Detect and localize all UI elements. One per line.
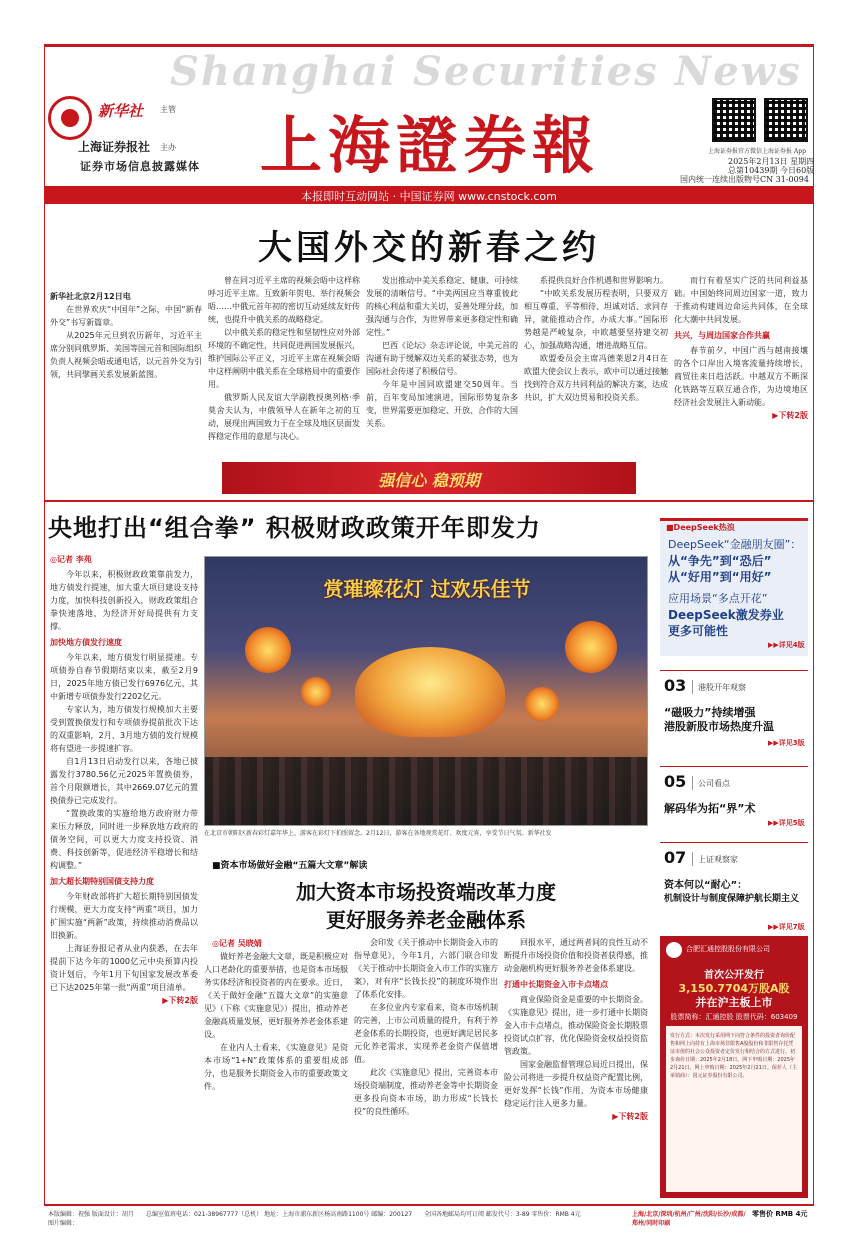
qr-caption-wechat: 上海证券报官方微信 [708,148,763,155]
index-headline[interactable]: “磁吸力”持续增强 [664,706,756,719]
second-continued-link[interactable]: ▶下转2版 [162,996,198,1005]
lead-dateline: 新华社北京2月12日电 [50,292,131,301]
ad-line-3: 并在沪主板上市 [695,996,773,1009]
publisher-name: 上海证券报社 [78,140,151,154]
index-page-number: 07 [664,848,687,867]
sponsor-name: 新华社 [98,102,144,120]
lantern-icon [245,627,291,673]
footer-subscription: 全国各地邮局均可订阅 邮发代号：3-89 零售价：RMB 4元 [424,1211,581,1218]
third-column-2 [354,936,498,1198]
paragraph: 欧盟委员会主席冯德莱恩2月4日在欧盟大使会议上表示，欧中可以通过接触找到符合双方共同利益的解决方案，达成共识，扩大双边贸易和投资关系。 [524,354,668,402]
second-subhead-2: 加大超长期特别国债支持力度 [50,877,154,886]
paragraph: 巴西《论坛》杂志评论说，中美元首的沟通有助于缓解双边关系的紧张态势，也为国际社会传递了积极信号。 [366,341,518,376]
lead-subhead: 共兴，与周边国家合作共赢 [674,331,770,340]
lead-column-5 [674,274,808,455]
paragraph: 在业内人士看来，《实施意见》是资本市场“1+N”政策体系的重要组成部分，也是服务长期资金入市的重要政策文件。 [204,1043,348,1091]
ad-fine-print: 发行方式：本次发行采用网下向符合条件的投资者询价配售和网上向持有上海市场非限售A股股份和非限售存托凭证市值的社会公众投资者定价发行相结合的方式进行。初步询价日期：2025年2月18日。网下申购日期：2025年2月21日。网上申购日期：2025年2月21日。保荐人（主承销商）：国元证券股份有限公司。 [670,1033,797,1079]
qr-caption-app: 上海证券报 App [762,148,806,155]
app-qr-code-icon[interactable] [764,98,808,142]
publisher-role: 主办 [160,143,176,152]
crowd-silhouette [205,757,648,826]
lantern-icon [301,677,331,707]
page-border-left [44,44,45,1204]
deepseek-headline-4[interactable]: 应用场景“多点开花” [668,592,768,605]
lantern-icon [565,621,617,673]
footer-editors: 本版编辑：祝强 版面设计：胡月 图片编辑： [48,1211,134,1227]
paragraph: 今年以来，地方债发行明显提速。专项债券自春节假期结束以来，截至2月9日，2025年地方债已发行6976亿元，其中新增专项债券发行2202亿元。 [50,653,198,701]
masthead-top-rule [44,44,814,47]
ad-line-4: 股票简称：汇通控股 股票代码：603409 [670,1013,798,1021]
index-headline[interactable]: 港股新股市场热度升温 [664,720,774,733]
index-more-link[interactable]: ▶▶详见3版 [768,739,805,747]
photo-caption: 在北京市朝阳区新春彩灯嘉年华上，游客在彩灯下拍照留念。2月12日，游客在各地观赏花灯、欢度元宵，享受节日气氛。新华社发 [204,830,552,837]
lead-headline: 大国外交的新春之约 [258,228,600,268]
lantern-icon [525,687,559,721]
third-subhead: 打通中长期资金入市卡点堵点 [504,980,608,989]
company-logo-icon [666,942,682,958]
third-byline: ◎记者 吴晓婧 [212,939,262,948]
paragraph: 上海证券报记者从业内获悉，在去年提前下达今年的1000亿元中央预算内投资计划后，今年1月下旬国家发展改革委已下达2025年第一批“两重”项目清单。 [50,944,198,992]
paragraph: 自1月13日启动发行以来，各地已披露发行3780.56亿元2025年置换债券，首个月限额增长，其中2669.07亿元的置换债券已完成发行。 [50,757,198,805]
paragraph: 今年财政部将扩大超长期特别国债发行规模，更大力度支持“两重”项目，加力扩围实施“两新”政策，持续推动消费品以旧换新。 [50,892,198,940]
deepseek-headline-3[interactable]: 从“好用”到“用好” [668,570,772,584]
masthead-chinese-title: 上海證券報 [259,109,600,182]
deepseek-headline-1[interactable]: DeepSeek“金融朋友圈”： [668,538,802,551]
paragraph: 商业保险资金是重要的中长期资金。《实施意见》提出，进一步打通中长期资金入市卡点堵点，推动保险资金长期股票投资试点扩容，优化保险资金权益投资监管政策。 [504,995,648,1056]
third-continued-link[interactable]: ▶下转2版 [612,1112,648,1121]
index-separator [692,776,693,790]
masthead-english-title: Shanghai Securities News [170,48,802,95]
index-more-link[interactable]: ▶▶详见7版 [768,923,805,931]
paragraph: 发出推动中美关系稳定、健康、可持续发展的清晰信号。“中美两国应当尊重彼此的核心利益和重大关切，妥善处理分歧，加强沟通与合作，为世界带来更多稳定性和确定性。” [366,276,518,337]
paragraph: 回报水平，通过两者间的良性互动不断提升市场投资价值和投资者获得感，推动金融机构更好服务养老金体系建设。 [504,938,648,973]
wechat-qr-code-icon[interactable] [712,98,756,142]
paragraph: 做好养老金融大文章，既是积极应对人口老龄化的重要举措，也是资本市场服务实体经济和投资者的内在要求。近日，《关于做好金融“五篇大文章”的实施意见》（下称《实施意见》）提出，推动养老金融高质量发展，更好服务养老金体系建设。 [204,952,348,1039]
footer-contact: 总编室值班电话：021-38967777（总机） 地址：上海市浦东新区杨高南路1100号 邮编：200127 [146,1211,413,1218]
paragraph: 俄罗斯人民友谊大学副教授奥列格·季莫舍夫认为，中俄领导人在新年之初的互动，展现出两国致力于在全球及地区层面发挥稳定作用的意愿与决心。 [208,393,360,441]
paragraph: 而行有着坚实广泛的共同利益基础。中国始终同周边国家一道，致力于推动构建周边命运共同体，在全球化大潮中共同发展。 [674,276,808,324]
deepseek-headline-5[interactable]: DeepSeek激发券业 [668,608,784,622]
index-headline[interactable]: 资本何以“耐心”： [664,880,748,891]
deepseek-more-link[interactable]: ▶▶详见4版 [768,641,805,649]
ad-brand: 合肥汇通控股股份有限公司 [686,945,770,953]
paragraph: 专家认为，地方债发行规模加大主要受到置换债发行和专项债券提前批次下达的双重影响，2月、3月地方债的发行规模将有望进一步提速扩容。 [50,705,198,753]
paragraph: 今年是中国同欧盟建交50周年。当前，百年变局加速演进，国际形势复杂多变，世界需要更加稳定、开放、合作的大国关系。 [366,380,518,428]
series-tag: ■资本市场做好金融“五篇大文章”解读 [212,861,368,871]
paragraph: 从2025年元旦到农历新年，习近平主席分别同俄罗斯、美国等国元首和国际组织负责人视频会晤或通电话，以元首外交为引领，共同擘画关系发展新蓝图。 [50,331,202,379]
third-headline-line-2: 更好服务养老金融体系 [326,908,526,932]
second-column [50,568,198,1168]
section-divider [44,500,814,502]
paragraph: 以中俄关系的稳定性和坚韧性应对外部环境的不确定性，共同促进两国发展振兴，维护国际公平正义，习近平主席在视频会晤中这样阐明中俄关系在全球格局中的重要作用。 [208,328,360,389]
paragraph: 在世界欢庆“中国年”之际，中国“新春外交”书写新篇章。 [50,305,202,327]
slogan-banner [222,462,636,494]
index-section: 港股开年观察 [698,683,746,692]
issue-cn-number: 国内统一连续出版物号CN 31-0094 [680,175,809,184]
index-rule [660,842,808,843]
lead-column-1 [50,290,202,455]
slogan-banner-text: 强信心 稳预期 [378,471,480,490]
second-byline: ◎记者 李苑 [50,555,92,564]
second-headline: 央地打出“组合拳” 积极财政政策开年即发力 [48,514,541,542]
index-headline[interactable]: 解码华为拓“界”术 [664,802,756,815]
masthead-bar [44,186,814,204]
index-rule [660,766,808,767]
footer-price: 零售价 RMB 4元 [752,1210,808,1218]
paragraph: 今年以来，积极财政政策靠前发力，地方债发行提速，加大重大项目建设支持力度，加快科技创新投入，财政政策组合拳快速落地，为经济开好局提供有力支撑。 [50,570,198,631]
lead-column-3 [366,274,518,455]
deepseek-headline-2[interactable]: 从“争先”到“恐后” [668,554,772,568]
paragraph: 会印发《关于推动中长期资金入市的指导意见》，今年1月，六部门联合印发《关于推动中长期资金入市工作的实施方案》，对有序“长钱长投”的制度环境作出了体系化安排。 [354,938,498,999]
paragraph: “中欧关系发展历程表明，只要双方相互尊重、平等相待、坦诚对话、求同存异，就能推动合作，办成大事。”国际形势越是严峻复杂，中欧越要坚持建交初心，加强战略沟通，增进战略互信。 [524,289,668,350]
issue-date: 2025年2月13日 星期四 [728,157,815,166]
footer-rule [44,1204,814,1206]
lead-column-2 [208,274,360,455]
index-rule [660,670,808,671]
masthead-bar-text[interactable]: 本报即时互动网站 · 中国证券网 www.cnstock.com [301,190,557,203]
lead-continued-link[interactable]: ▶下转2版 [772,411,808,420]
third-column-3 [504,936,648,1198]
ad-line-1: 首次公开发行 [704,970,764,981]
index-separator [692,852,693,866]
paragraph: 国家金融监督管理总局近日提出，保险公司将进一步提升权益资产配置比例，更好发挥“长钱”作用，为资本市场健康稳定运行注入更多力量。 [504,1060,648,1108]
paragraph: 系提供良好合作机遇和世界影响力。 [540,276,668,285]
index-section: 上证观察家 [698,855,738,864]
masthead-motto: 证券市场信息披露媒体 [80,160,200,173]
paragraph: 在多位业内专家看来，资本市场机制的完善，上市公司质量的提升，有利于养老金体系的长期投资，也更好满足居民多元化养老需求，实现养老金资产保值增值。 [354,1003,498,1064]
issue-number: 总第10439期 今日60版 [728,166,815,175]
ad-line-2: 3,150.7704万股A股 [678,982,790,995]
third-headline-line-1: 加大资本市场投资端改革力度 [296,880,556,904]
second-subhead-1: 加快地方债发行速度 [50,638,122,647]
snake-lantern-installation [355,647,505,737]
index-more-link[interactable]: ▶▶详见5版 [768,819,805,827]
index-page-number: 03 [664,676,687,695]
index-headline[interactable]: 机制设计与制度保障护航长期主义 [664,894,800,904]
sponsor-role: 主管 [160,105,176,114]
index-separator [692,680,693,694]
paragraph: 曾在同习近平主席的视频会晤中这样称呼习近平主席。互致新年贺电、举行视频会晤……中俄元首年初的密切互动延续友好传统，也提升中俄关系的战略稳定。 [208,276,360,324]
index-page-number: 05 [664,772,687,791]
deepseek-headline-6[interactable]: 更多可能性 [668,624,729,638]
lead-column-4 [524,274,668,455]
footer-print-cities: 上海/北京/深圳/杭州/广州/沈阳/长沙/成都/郑州/同时印刷 [632,1211,746,1227]
page-border-right [813,44,814,1204]
index-section: 公司看点 [698,779,730,788]
paragraph: 春节前夕，中国广西与越南接壤的各个口岸出入境客流量持续增长，商贸往来日趋活跃。中越双方不断深化铁路等互联互通合作，为边境地区经济社会发展注入新动能。 [674,346,808,407]
paragraph: “置换政策的实施给地方政府财力带来压力释放，同时进一步释放地方政府的债务空间，可以更大力度支持投资、消费、科技创新等，促进经济平稳增长和结构调整。” [50,809,198,870]
photo-title: 赏璀璨花灯 过欢乐佳节 [323,577,531,601]
third-column-1 [204,950,348,1198]
deepseek-feature-label: ■DeepSeek热浪 [666,523,735,532]
lantern-festival-photo [204,556,648,826]
paragraph: 此次《实施意见》提出，完善资本市场投资端制度，推动养老金等中长期资金更多投向资本市场，助力形成“长钱长投”的良性循环。 [354,1068,498,1116]
xinhua-logo-icon [48,96,92,140]
